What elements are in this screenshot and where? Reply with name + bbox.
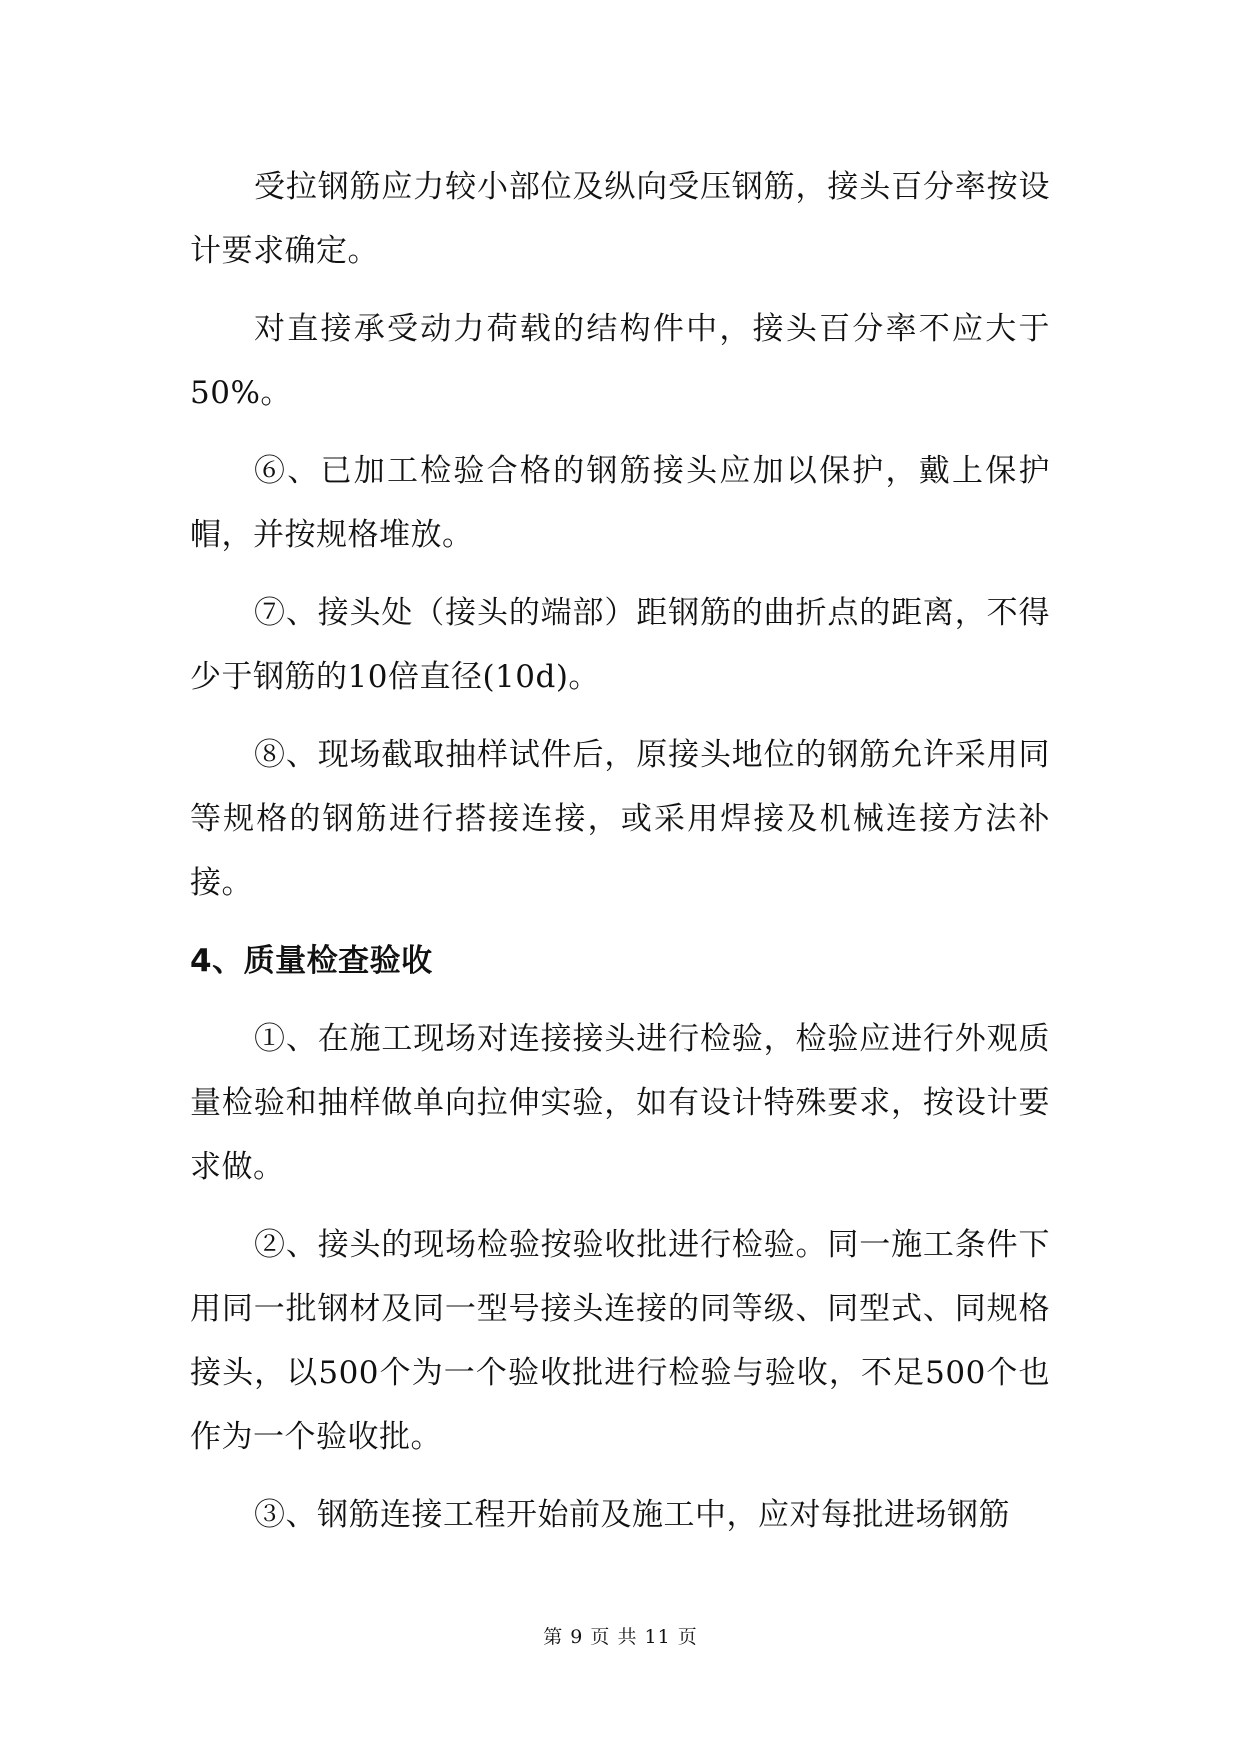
paragraph-check-1: ①、在施工现场对连接接头进行检验，检验应进行外观质量检验和抽样做单向拉伸实验，如有设计特殊要求，按设计要求做。 xyxy=(190,1021,1050,1185)
paragraph-check-2: ②、接头的现场检验按验收批进行检验。同一施工条件下用同一批钢材及同一型号接头连接的同等级、同型式、同规格接头，以500个为一个验收批进行检验与验收，不足500个也作为一个验收批。 xyxy=(190,1227,1050,1455)
section-heading-quality-inspection: 4、质量检查验收 xyxy=(190,943,433,979)
document-body xyxy=(190,155,1050,1561)
paragraph-item-7: ⑦、接头处（接头的端部）距钢筋的曲折点的距离，不得少于钢筋的10倍直径(10d)。 xyxy=(190,595,1050,695)
paragraph-check-3: ③、钢筋连接工程开始前及施工中，应对每批进场钢筋 xyxy=(254,1497,1010,1533)
paragraph-dynamic-load: 对直接承受动力荷载的结构件中，接头百分率不应大于50%。 xyxy=(190,311,1050,411)
paragraph-tension-rebar: 受拉钢筋应力较小部位及纵向受压钢筋，接头百分率按设计要求确定。 xyxy=(190,169,1050,269)
paragraph-item-8: ⑧、现场截取抽样试件后，原接头地位的钢筋允许采用同等规格的钢筋进行搭接连接，或采用焊接及机械连接方法补接。 xyxy=(190,737,1050,901)
paragraph-item-6: ⑥、已加工检验合格的钢筋接头应加以保护，戴上保护帽，并按规格堆放。 xyxy=(190,453,1050,553)
page-footer: 第 9 页 共 11 页 xyxy=(543,1626,698,1648)
